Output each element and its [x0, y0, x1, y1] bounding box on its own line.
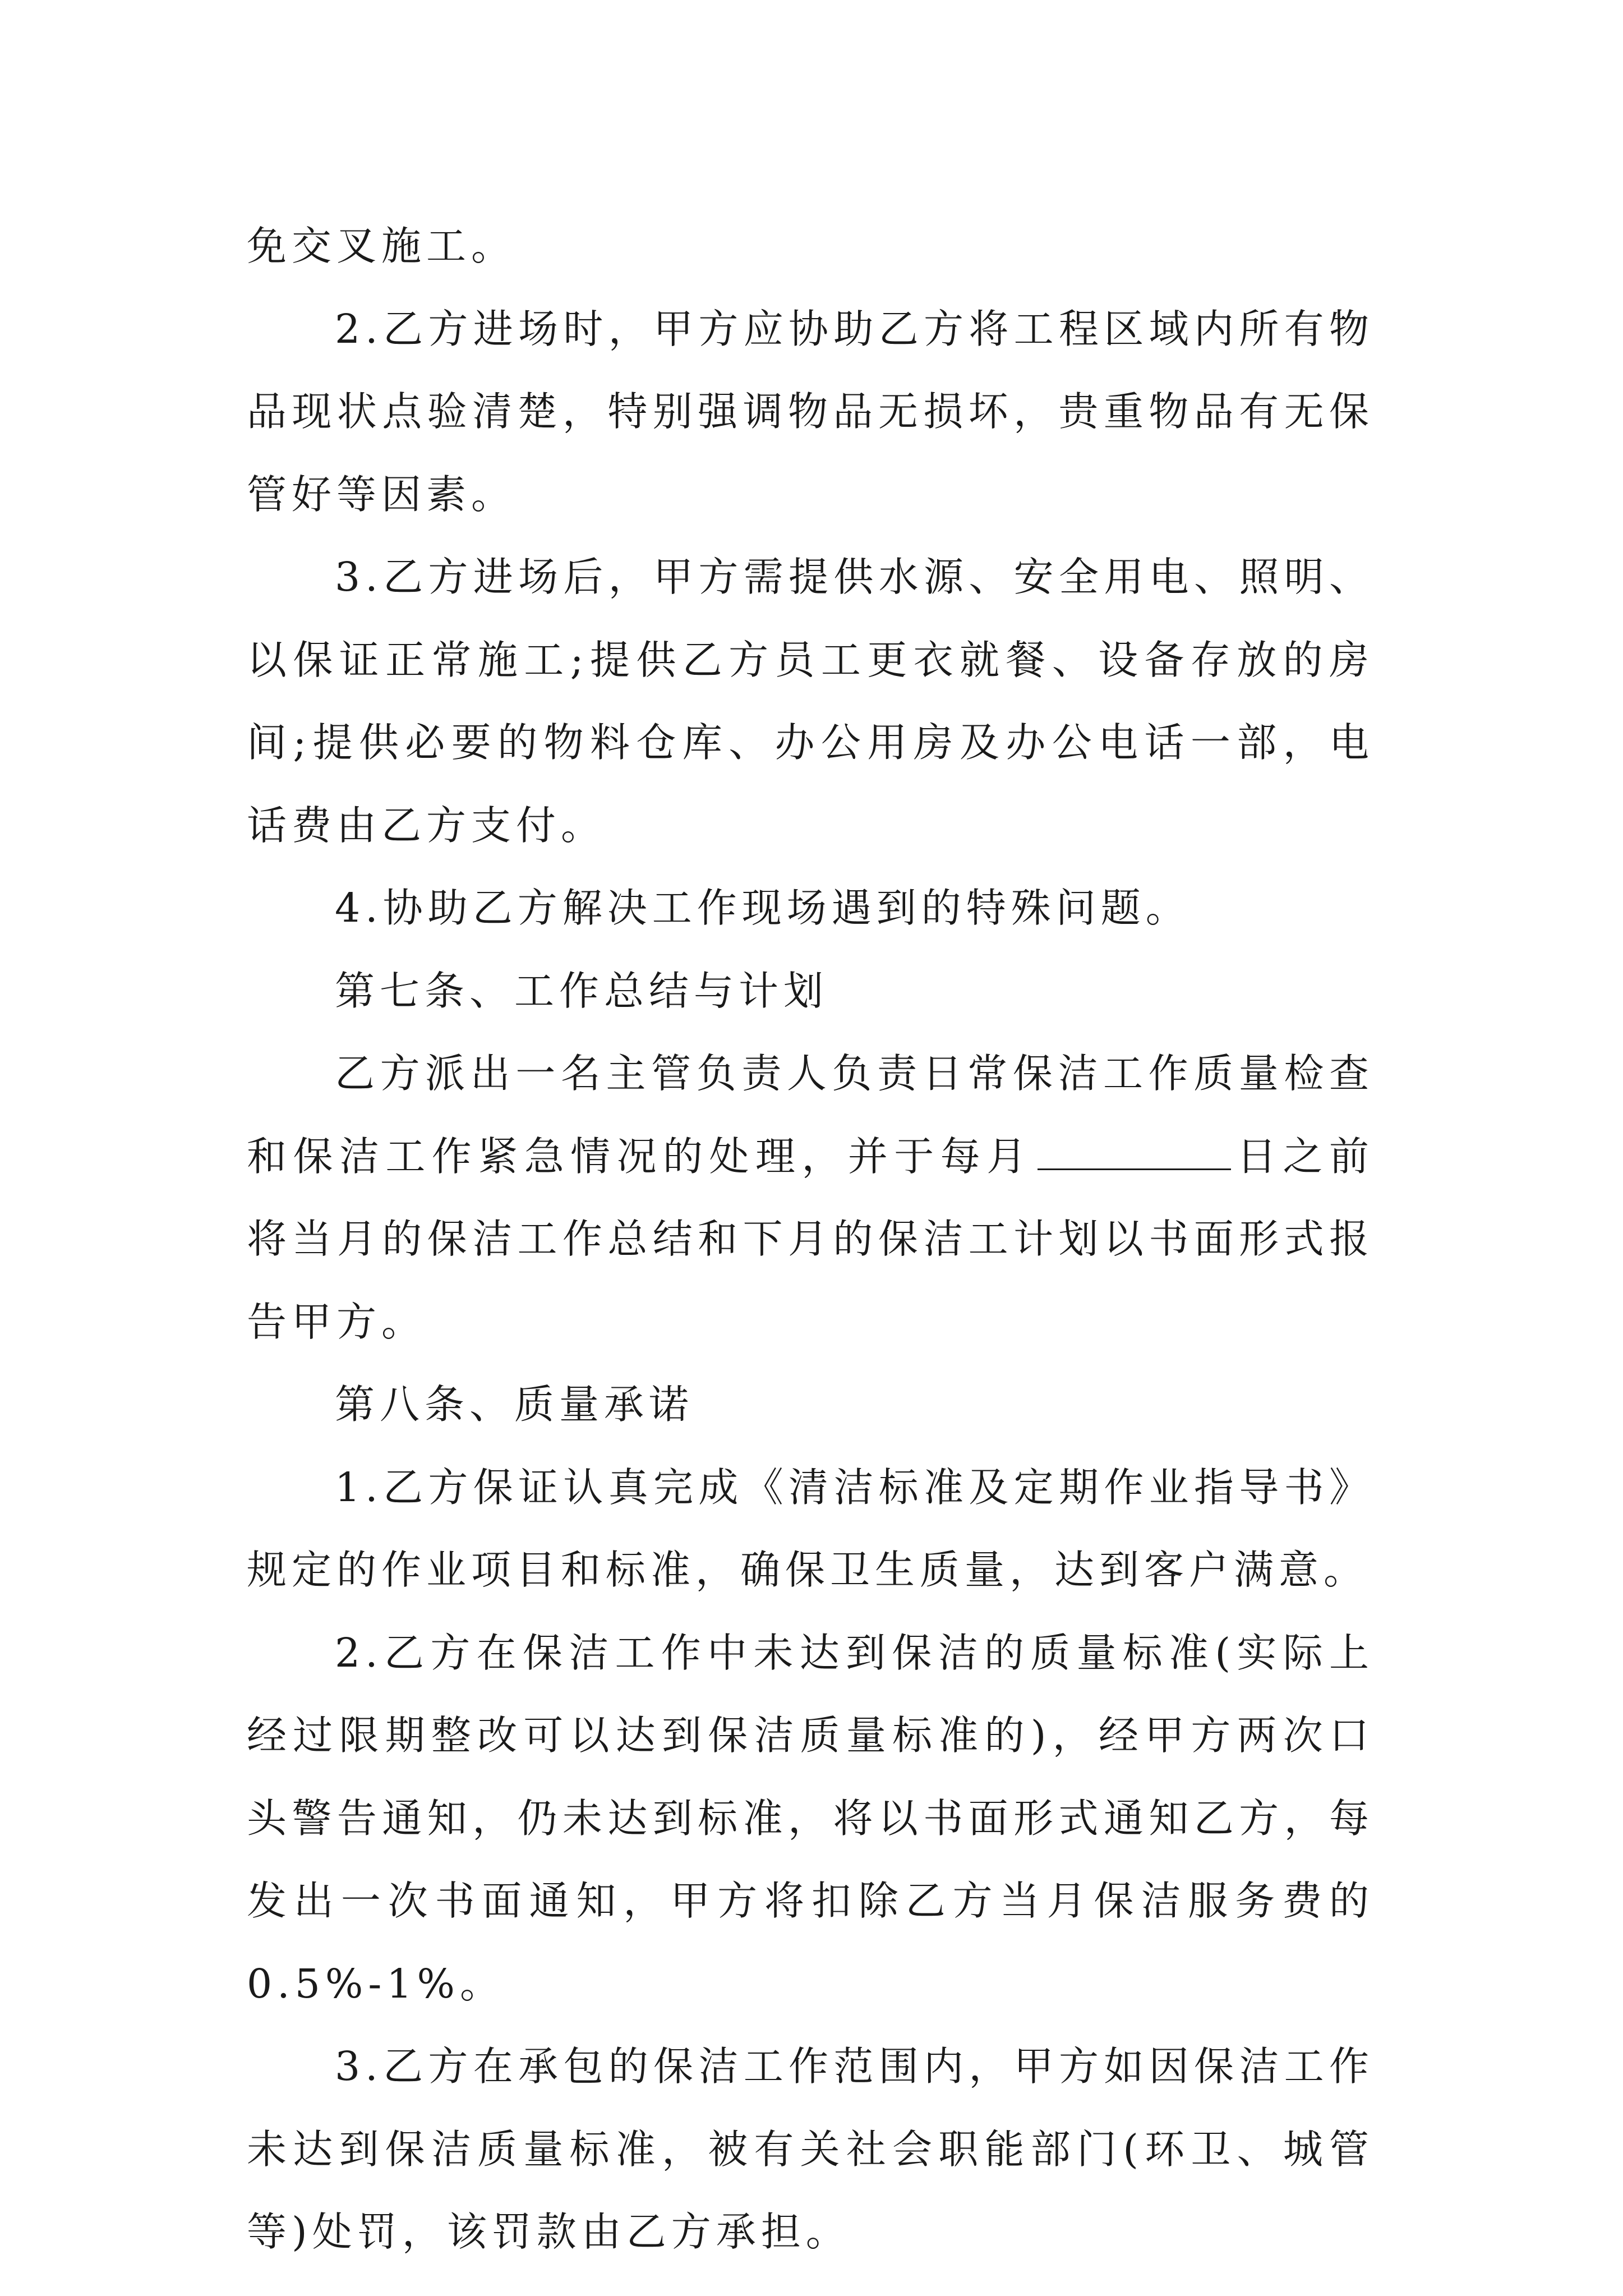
fill-in-blank-day — [1038, 1135, 1231, 1170]
document-body — [247, 205, 1374, 2274]
paragraph-quality-3: 3.乙方在承包的保洁工作范围内，甲方如因保洁工作未达到保洁质量标准，被有关社会职能部门(环卫、城管等)处罚，该罚款由乙方承担。 — [247, 2043, 1374, 2255]
article-8-heading: 第八条、质量承诺 — [335, 1381, 694, 1428]
paragraph-article-7-body — [247, 1032, 1374, 1363]
paragraph-item-2: 2.乙方进场时，甲方应协助乙方将工程区域内所有物品现状点验清楚，特别强调物品无损坏，贵重物品有无保管好等因素。 — [247, 305, 1374, 518]
paragraph-quality-1: 1.乙方保证认真完成《清洁标准及定期作业指导书》规定的作业项目和标准，确保卫生质量，达到客户满意。 — [247, 1464, 1374, 1593]
paragraph-quality-2: 2.乙方在保洁工作中未达到保洁的质量标准(实际上经过限期整改可以达到保洁质量标准的)，经甲方两次口头警告通知，仍未达到标准，将以书面形式通知乙方，每发出一次书面通知，甲方将扣除乙方当月保洁服务费的0.5%-1%。 — [247, 1629, 1374, 2007]
article-7-text-before-blank: 乙方派出一名主管负责人负责日常保洁工作质量检查和保洁工作紧急情况的处理，并于每月 — [247, 1050, 1374, 1180]
paragraph-continuation: 免交叉施工。 — [247, 223, 517, 269]
article-7-text-after-blank: 日之前将当月的保洁工作总结和下月的保洁工计划以书面形式报告甲方。 — [247, 1133, 1374, 1345]
paragraph-item-3: 3.乙方进场后，甲方需提供水源、安全用电、照明、以保证正常施工;提供乙方员工更衣就餐、设备存放的房间;提供必要的物料仓库、办公用房及办公电话一部，电话费由乙方支付。 — [247, 554, 1374, 849]
article-7-heading: 第七条、工作总结与计划 — [335, 967, 829, 1014]
paragraph-item-4: 4.协助乙方解决工作现场遇到的特殊问题。 — [335, 885, 1191, 931]
